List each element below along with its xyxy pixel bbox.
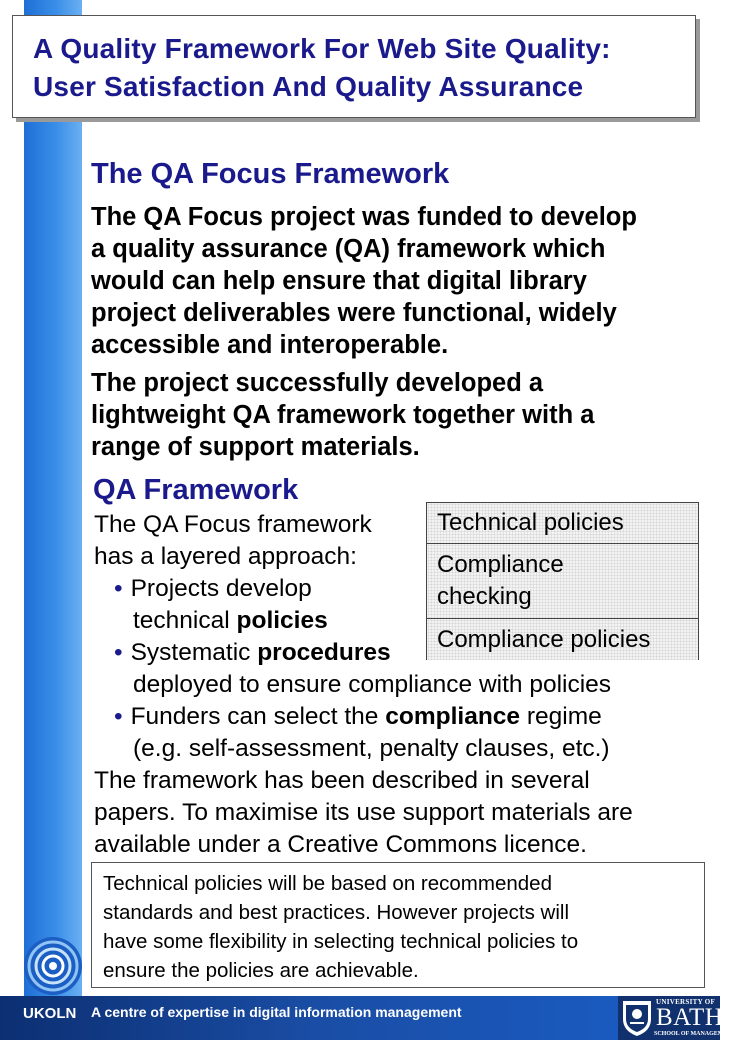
note-line: have some flexibility in selecting technical policies to (103, 930, 579, 953)
intro-line: has a layered approach: (94, 543, 357, 570)
paragraph-line: The QA Focus project was funded to develop (91, 203, 637, 231)
bullet-marker: • (114, 703, 123, 730)
layered-framework-diagram (426, 502, 699, 660)
bullet-item: • Systematic procedures (114, 639, 391, 666)
paragraph-line: accessible and interoperable. (91, 331, 449, 359)
university-of-bath-logo (618, 996, 736, 1040)
bullet-continuation: deployed to ensure compliance with policies (133, 671, 612, 698)
note-line: ensure the policies are achievable. (103, 959, 419, 982)
bullet-marker: • (114, 639, 123, 666)
paragraph-line: would can help ensure that digital library (91, 267, 587, 295)
footer-brand: UKOLN (23, 1005, 77, 1022)
closing-line: available under a Creative Commons licence. (94, 831, 587, 858)
title-box (12, 15, 696, 118)
page-title-line-1: A Quality Framework For Web Site Quality: (33, 33, 611, 64)
bath-crest-icon (621, 999, 653, 1037)
layer-technical-policies: Technical policies (427, 503, 698, 544)
bullet-marker: • (114, 575, 123, 602)
note-box (91, 862, 705, 988)
paragraph-line: project deliverables were functional, widely (91, 299, 617, 327)
bullet-continuation: (e.g. self-assessment, penalty clauses, etc.) (133, 735, 610, 762)
bullet-item: • Projects develop (114, 575, 312, 602)
paragraph-line: The project successfully developed a (91, 369, 544, 397)
section-heading-qa-framework: QA Framework (93, 474, 299, 506)
closing-line: papers. To maximise its use support materials are (94, 799, 633, 826)
footer-bar (0, 996, 720, 1040)
layer-compliance-checking: Compliance checking (427, 544, 698, 619)
bullet-continuation: technical policies (133, 607, 328, 634)
intro-line: The QA Focus framework (94, 511, 372, 538)
paragraph-line: a quality assurance (QA) framework which (91, 235, 606, 263)
section-heading-qa-focus: The QA Focus Framework (91, 158, 450, 190)
bullet-item: • Funders can select the compliance regime (114, 703, 602, 730)
ukoln-spiral-logo-icon (22, 935, 84, 997)
bath-logo-top: UNIVERSITY OF (656, 998, 716, 1006)
closing-line: The framework has been described in several (94, 767, 590, 794)
bath-logo-bottom: SCHOOL OF MANAGEMENT (654, 1031, 736, 1037)
note-line: Technical policies will be based on recommended (103, 872, 552, 895)
bath-logo-main: BATH (656, 1004, 724, 1031)
left-decorative-stripe (24, 0, 82, 996)
paragraph-line: lightweight QA framework together with a (91, 401, 595, 429)
footer-tagline: A centre of expertise in digital information management (91, 1004, 462, 1020)
layer-compliance-policies: Compliance policies (427, 619, 698, 660)
note-line: standards and best practices. However projects will (103, 901, 570, 924)
paragraph-line: range of support materials. (91, 433, 420, 461)
page-title-line-2: User Satisfaction And Quality Assurance (33, 71, 584, 102)
